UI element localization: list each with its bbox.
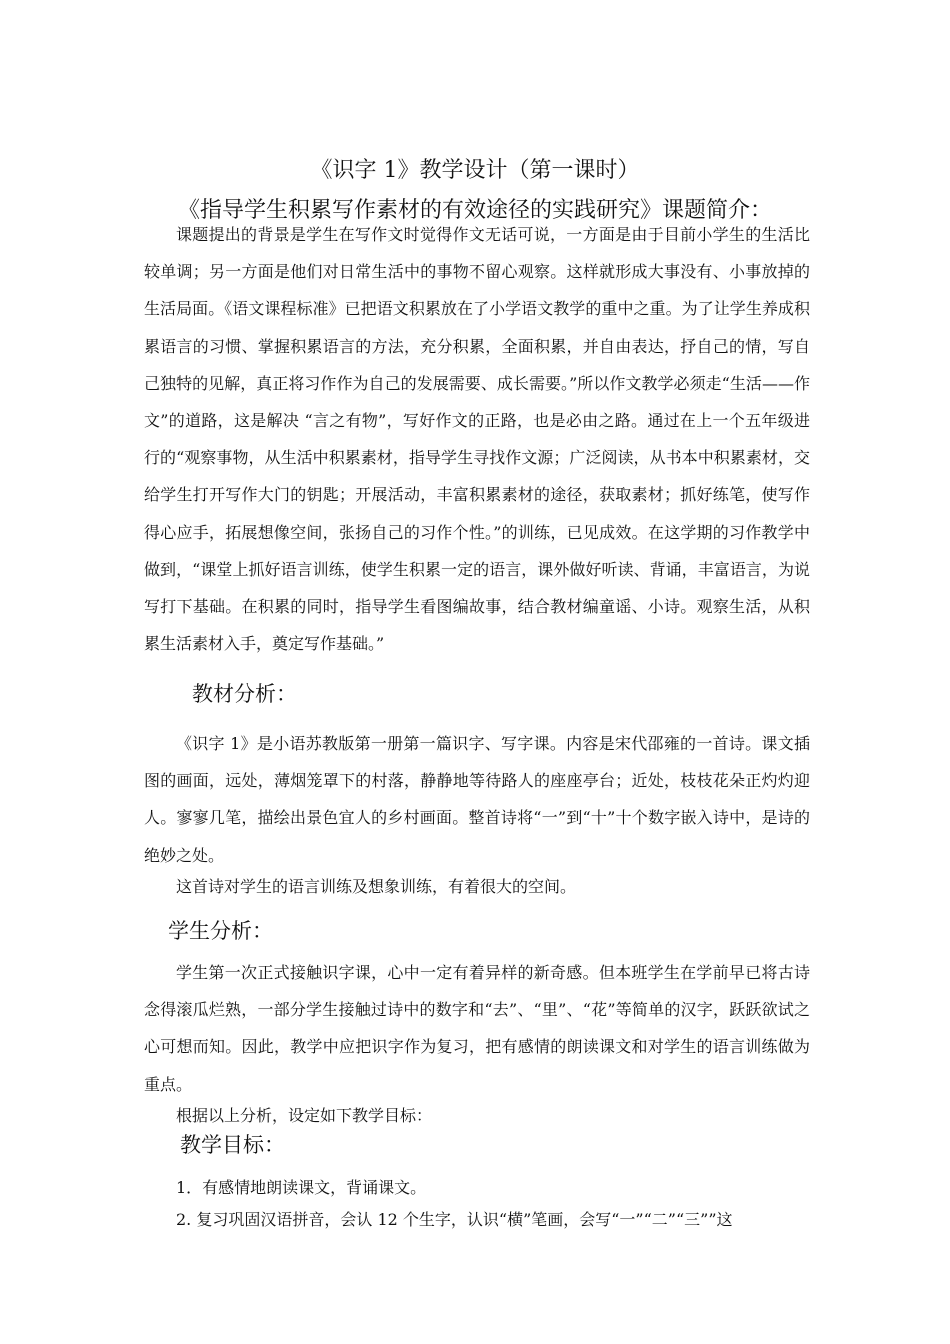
document-subtitle: 《指导学生积累写作素材的有效途径的实践研究》课题简介： [177, 198, 772, 223]
teaching-goal-item: 1．有感情地朗读课文，背诵课文。 [176, 1178, 427, 1197]
intro-paragraph: 课题提出的背景是学生在写作文时觉得作文无话可说，一方面是由于目前小学生的生活比较单调；另一方面是他们对日常生活中的事物不留心观察。这样就形成大事没有、小事放掉的生活局面。《语文课程标准》已把语文积累放在了小学语文教学的重中之重。为了让学生养成积累语言的习惯、掌握积累语言的方法，充分积累，全面积累，并自由表达，抒自己的情，写自己独特的见解，真正将习作作为自己的发展需要、成长需要。”所以作文教学必须走“生活——作文”的道路，这是解决 “言之有物”，写好作文的正路，也是必由之路。通过在上一个五年级进行的“观察事物，从生活中积累素材，指导学生寻找作文源；广泛阅读，从书本中积累素材，交给学生打开写作大门的钥匙；开展活动，丰富积累素材的途径，获取素材；抓好练笔，使写作得心应手，拓展想像空间，张扬自己的习作个性。”的训练，已见成效。在这学期的习作教学中做到，“课堂上抓好语言训练，使学生积累一定的语言，课外做好听读、背诵，丰富语言，为说写打下基础。在积累的同时，指导学生看图编故事，结合教材编童谣、小诗。观察生活，从积累生活素材入手，奠定写作基础。” [144, 225, 810, 654]
document-title: 《识字 1》教学设计（第一课时） [310, 158, 640, 183]
material-analysis-paragraph-2: 这首诗对学生的语言训练及想象训练，有着很大的空间。 [176, 877, 577, 896]
teaching-goals-heading: 教学目标： [180, 1133, 285, 1157]
student-analysis-heading: 学生分析： [168, 919, 273, 943]
student-analysis-paragraph: 学生第一次正式接触识字课，心中一定有着异样的新奇感。但本班学生在学前早已将古诗念得滚瓜烂熟，一部分学生接触过诗中的数字和“去”、“里”、“花”等简单的汉字，跃跃欲试之心可想而知。因此，教学中应把识字作为复习，把有感情的朗读课文和对学生的语言训练做为重点。 [144, 963, 810, 1094]
material-analysis-paragraph: 《识字 1》是小语苏教版第一册第一篇识字、写字课。内容是宋代邵雍的一首诗。课文插图的画面，远处，薄烟笼罩下的村落，静静地等待路人的座座亭台；近处，枝枝花朵正灼灼迎人。寥寥几笔，描绘出景色宜人的乡村画面。整首诗将“一”到“十”十个数字嵌入诗中，是诗的绝妙之处。 [144, 734, 810, 865]
student-analysis-paragraph-2: 根据以上分析，设定如下教学目标： [176, 1106, 433, 1125]
material-analysis-heading: 教材分析： [192, 682, 297, 706]
teaching-goal-item: 2. 复习巩固汉语拼音，会认 12 个生字，认识“横”笔画，会写“一”“二”“三””这 [176, 1210, 733, 1229]
